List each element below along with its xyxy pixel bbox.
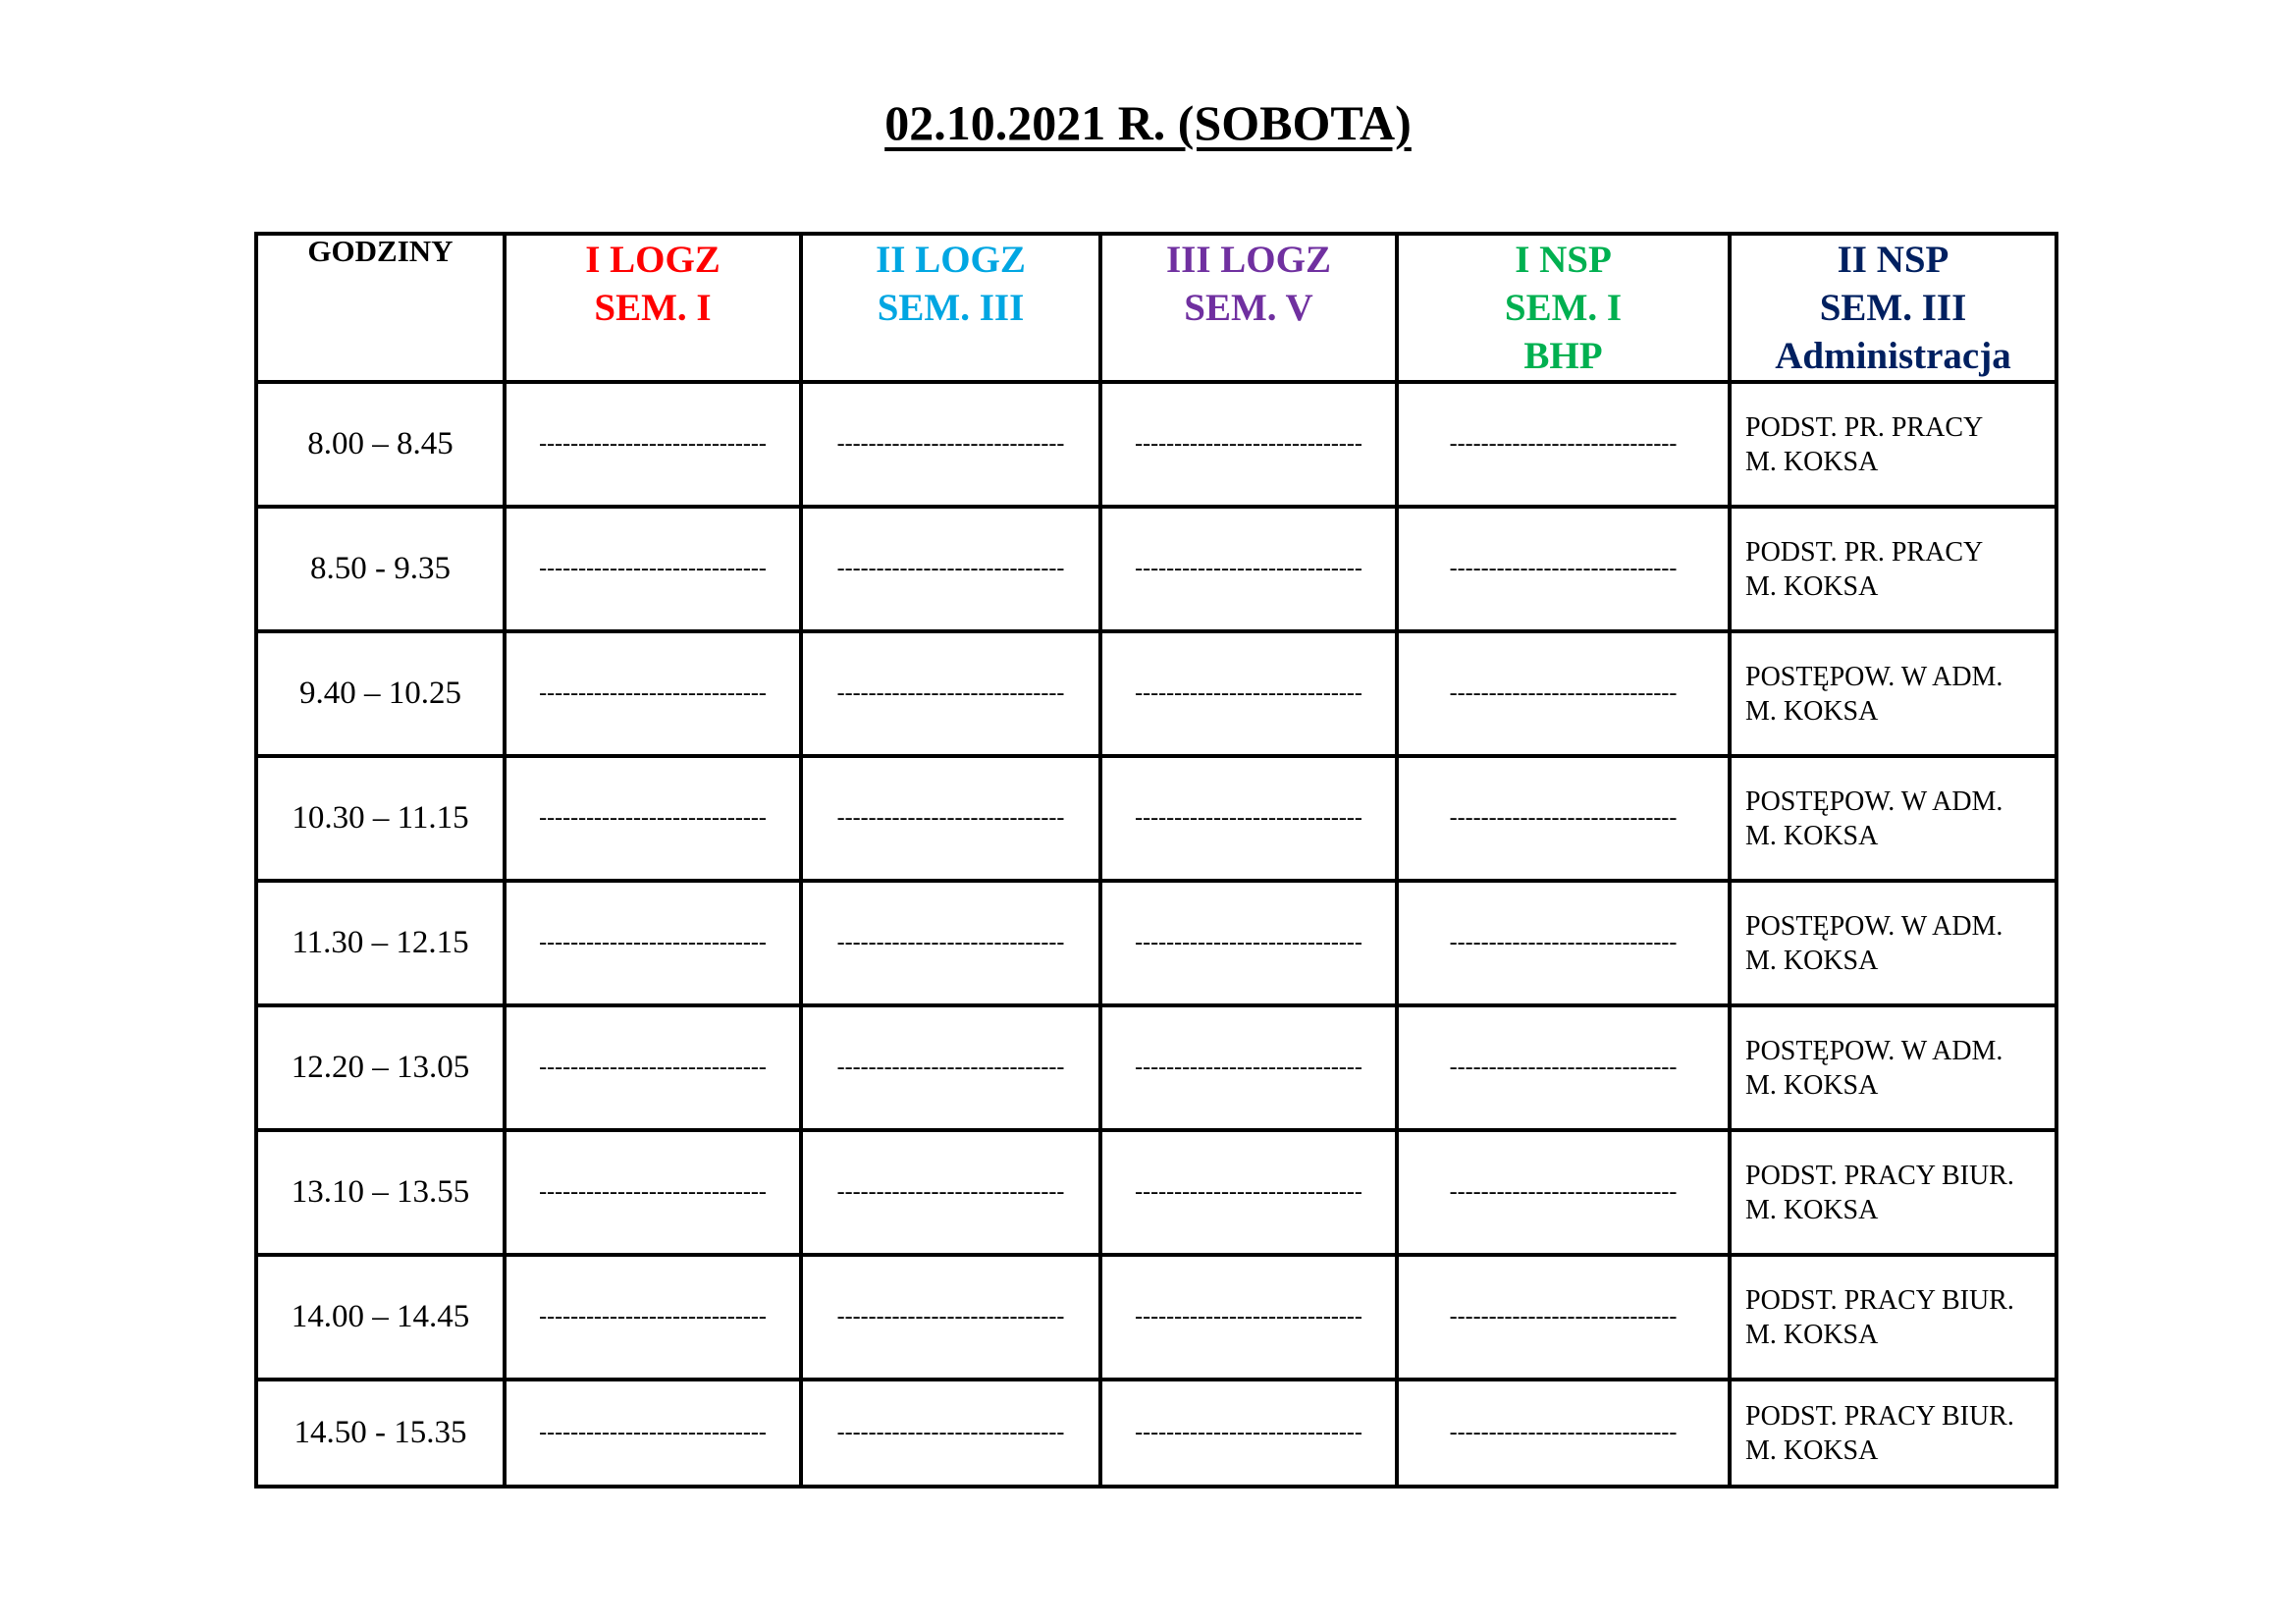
subject-name: POSTĘPOW. W ADM. [1745, 661, 2003, 692]
time-cell: 14.50 - 15.35 [256, 1380, 505, 1487]
column-header-line: BHP [1523, 335, 1603, 377]
time-cell: 8.50 - 9.35 [256, 507, 505, 631]
subject-cell [1730, 881, 2056, 1005]
subject-cell [1730, 1005, 2056, 1130]
teacher-name: M. KOKSA [1745, 1194, 1879, 1225]
column-header-line: SEM. III [877, 287, 1025, 329]
table-row [256, 756, 2056, 881]
table-row [256, 1005, 2056, 1130]
column-header-line: I NSP [1515, 239, 1612, 281]
column-header-hours [256, 234, 505, 382]
column-header-line: III LOGZ [1166, 239, 1331, 281]
column-header-ii-nsp [1730, 234, 2056, 382]
teacher-name: M. KOKSA [1745, 820, 1879, 851]
time-cell: 12.20 – 13.05 [256, 1005, 505, 1130]
column-header-iii-logz [1100, 234, 1397, 382]
empty-cell: ----------------------------- [801, 1130, 1100, 1255]
time-cell: 14.00 – 14.45 [256, 1255, 505, 1380]
empty-cell: ----------------------------- [1100, 1130, 1397, 1255]
column-header-ii-logz [801, 234, 1100, 382]
column-header-line: Administracja [1775, 335, 2011, 377]
subject-cell [1730, 631, 2056, 756]
column-header-line: SEM. I [1504, 287, 1623, 329]
subject-name: POSTĘPOW. W ADM. [1745, 785, 2003, 817]
empty-cell: ----------------------------- [801, 756, 1100, 881]
empty-cell: ----------------------------- [505, 881, 801, 1005]
time-cell: 13.10 – 13.55 [256, 1130, 505, 1255]
empty-cell: ----------------------------- [801, 1380, 1100, 1487]
subject-name: PODST. PR. PRACY [1745, 411, 1984, 443]
empty-cell: ----------------------------- [505, 382, 801, 507]
empty-cell: ----------------------------- [801, 881, 1100, 1005]
table-row [256, 631, 2056, 756]
teacher-name: M. KOKSA [1745, 1435, 1879, 1466]
subject-cell [1730, 1380, 2056, 1487]
empty-cell: ----------------------------- [505, 631, 801, 756]
subject-cell [1730, 1130, 2056, 1255]
teacher-name: M. KOKSA [1745, 1069, 1879, 1101]
teacher-name: M. KOKSA [1745, 570, 1879, 602]
empty-cell: ----------------------------- [1100, 1005, 1397, 1130]
empty-cell: ----------------------------- [1100, 507, 1397, 631]
table-row [256, 382, 2056, 507]
table-row [256, 1130, 2056, 1255]
empty-cell: ----------------------------- [505, 1130, 801, 1255]
column-header-i-logz [505, 234, 801, 382]
empty-cell: ----------------------------- [505, 756, 801, 881]
subject-name: PODST. PRACY BIUR. [1745, 1160, 2014, 1191]
subject-name: PODST. PR. PRACY [1745, 536, 1984, 568]
column-header-line: SEM. III [1819, 287, 1967, 329]
teacher-name: M. KOKSA [1745, 446, 1879, 477]
time-cell: 8.00 – 8.45 [256, 382, 505, 507]
empty-cell: ----------------------------- [505, 507, 801, 631]
empty-cell: ----------------------------- [1100, 382, 1397, 507]
empty-cell: ----------------------------- [801, 507, 1100, 631]
column-header-line: SEM. V [1184, 287, 1313, 329]
subject-cell [1730, 507, 2056, 631]
column-header-label: GODZINY [307, 234, 454, 268]
column-header-line: II NSP [1837, 239, 1949, 281]
empty-cell: ----------------------------- [1100, 756, 1397, 881]
empty-cell: ----------------------------- [1397, 507, 1730, 631]
empty-cell: ----------------------------- [1397, 1255, 1730, 1380]
teacher-name: M. KOKSA [1745, 1319, 1879, 1350]
teacher-name: M. KOKSA [1745, 945, 1879, 976]
column-header-line: II LOGZ [876, 239, 1026, 281]
empty-cell: ----------------------------- [1397, 1130, 1730, 1255]
empty-cell: ----------------------------- [505, 1380, 801, 1487]
empty-cell: ----------------------------- [1100, 1255, 1397, 1380]
table-row [256, 881, 2056, 1005]
subject-cell [1730, 756, 2056, 881]
empty-cell: ----------------------------- [1397, 881, 1730, 1005]
empty-cell: ----------------------------- [1397, 382, 1730, 507]
column-header-line: I LOGZ [585, 239, 721, 281]
table-row [256, 1255, 2056, 1380]
teacher-name: M. KOKSA [1745, 695, 1879, 727]
subject-name: POSTĘPOW. W ADM. [1745, 910, 2003, 942]
empty-cell: ----------------------------- [1100, 1380, 1397, 1487]
subject-name: POSTĘPOW. W ADM. [1745, 1035, 2003, 1066]
empty-cell: ----------------------------- [505, 1005, 801, 1130]
empty-cell: ----------------------------- [1397, 631, 1730, 756]
empty-cell: ----------------------------- [1100, 881, 1397, 1005]
table-row [256, 507, 2056, 631]
time-cell: 10.30 – 11.15 [256, 756, 505, 881]
time-cell: 9.40 – 10.25 [256, 631, 505, 756]
empty-cell: ----------------------------- [801, 1255, 1100, 1380]
empty-cell: ----------------------------- [505, 1255, 801, 1380]
page-title: 02.10.2021 R. (SOBOTA) [884, 95, 1412, 150]
empty-cell: ----------------------------- [801, 631, 1100, 756]
subject-name: PODST. PRACY BIUR. [1745, 1284, 2014, 1316]
column-header-line: SEM. I [594, 287, 712, 329]
subject-cell [1730, 1255, 2056, 1380]
schedule-table [254, 232, 2058, 1489]
empty-cell: ----------------------------- [1397, 756, 1730, 881]
empty-cell: ----------------------------- [1397, 1005, 1730, 1130]
subject-cell [1730, 382, 2056, 507]
table-row [256, 1380, 2056, 1487]
time-cell: 11.30 – 12.15 [256, 881, 505, 1005]
empty-cell: ----------------------------- [1397, 1380, 1730, 1487]
header-row [256, 234, 2056, 382]
column-header-i-nsp [1397, 234, 1730, 382]
empty-cell: ----------------------------- [801, 1005, 1100, 1130]
subject-name: PODST. PRACY BIUR. [1745, 1400, 2014, 1432]
empty-cell: ----------------------------- [801, 382, 1100, 507]
empty-cell: ----------------------------- [1100, 631, 1397, 756]
